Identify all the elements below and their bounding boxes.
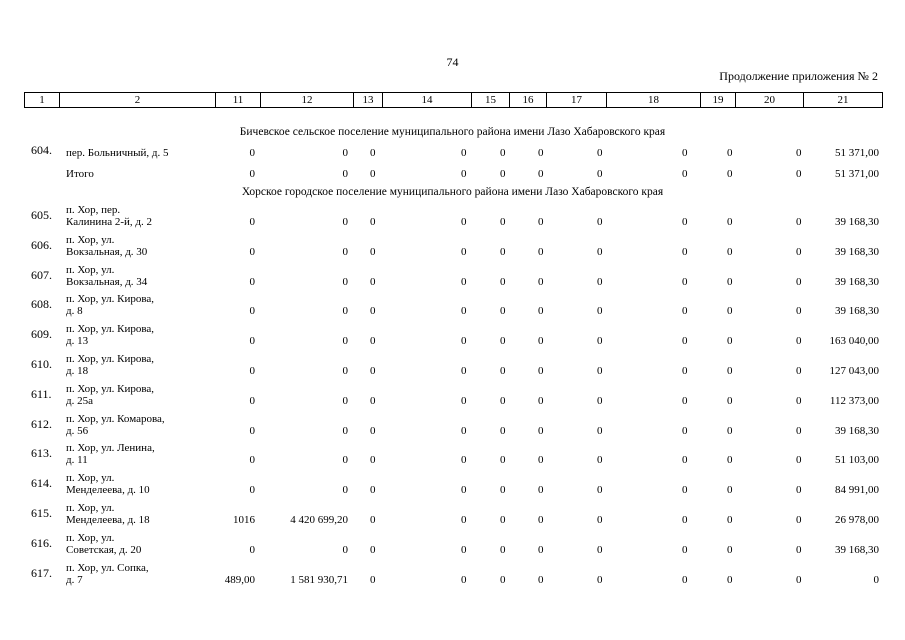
cell-col-21: 51 371,00	[835, 168, 879, 180]
row-address-line-2: Вокзальная, д. 34	[66, 276, 148, 288]
cell-col-20: 0	[796, 395, 802, 407]
cell-col-19: 0	[727, 514, 733, 526]
cell-col-15: 0	[500, 395, 506, 407]
row-address-line-1: п. Хор, ул.	[66, 264, 115, 276]
cell-col-19: 0	[727, 147, 733, 159]
cell-col-17: 0	[597, 454, 603, 466]
cell-col-16: 0	[538, 454, 544, 466]
row-address-line-2: Менделеева, д. 10	[66, 484, 150, 496]
cell-col-13: 0	[370, 395, 376, 407]
row-address-line-2: д. 13	[66, 335, 89, 347]
cell-col-14: 0	[461, 147, 467, 159]
cell-col-16: 0	[538, 305, 544, 317]
cell-col-12: 0	[342, 276, 348, 288]
cell-col-21: 0	[873, 574, 879, 586]
row-address-line-2: д. 18	[66, 365, 89, 377]
cell-col-16: 0	[538, 365, 544, 377]
header-col-19: 19	[701, 93, 736, 108]
cell-col-14: 0	[461, 305, 467, 317]
row-address-line-2: Калинина 2-й, д. 2	[66, 216, 152, 228]
cell-col-13: 0	[370, 276, 376, 288]
row-number: 617.	[31, 566, 52, 580]
cell-col-15: 0	[500, 454, 506, 466]
cell-col-21: 51 103,00	[835, 454, 879, 466]
row-number: 606.	[31, 238, 52, 252]
cell-col-19: 0	[727, 216, 733, 228]
cell-col-21: 51 371,00	[835, 147, 879, 159]
header-col-18: 18	[607, 93, 701, 108]
cell-col-12: 1 581 930,71	[290, 574, 348, 586]
cell-col-21: 39 168,30	[835, 276, 879, 288]
cell-col-11: 0	[249, 147, 255, 159]
cell-col-18: 0	[682, 514, 688, 526]
cell-col-21: 39 168,30	[835, 305, 879, 317]
cell-col-16: 0	[538, 425, 544, 437]
cell-col-20: 0	[796, 514, 802, 526]
row-address: Итого	[66, 168, 94, 180]
cell-col-20: 0	[796, 276, 802, 288]
cell-col-14: 0	[461, 276, 467, 288]
cell-col-13: 0	[370, 246, 376, 258]
row-address-line-1: п. Хор, ул. Кирова,	[66, 353, 155, 365]
cell-col-15: 0	[500, 514, 506, 526]
row-number: 613.	[31, 446, 52, 460]
cell-col-17: 0	[597, 147, 603, 159]
header-col-12: 12	[261, 93, 354, 108]
cell-col-16: 0	[538, 147, 544, 159]
cell-col-15: 0	[500, 484, 506, 496]
cell-col-15: 0	[500, 147, 506, 159]
cell-col-15: 0	[500, 246, 506, 258]
cell-col-20: 0	[796, 216, 802, 228]
cell-col-17: 0	[597, 365, 603, 377]
cell-col-12: 0	[342, 246, 348, 258]
cell-col-19: 0	[727, 484, 733, 496]
cell-col-14: 0	[461, 514, 467, 526]
cell-col-14: 0	[461, 454, 467, 466]
row-number: 607.	[31, 268, 52, 282]
cell-col-19: 0	[727, 544, 733, 556]
cell-col-16: 0	[538, 395, 544, 407]
cell-col-14: 0	[461, 335, 467, 347]
cell-col-11: 0	[249, 216, 255, 228]
cell-col-18: 0	[682, 147, 688, 159]
cell-col-17: 0	[597, 544, 603, 556]
cell-col-19: 0	[727, 365, 733, 377]
cell-col-11: 0	[249, 276, 255, 288]
cell-col-18: 0	[682, 246, 688, 258]
cell-col-12: 0	[342, 544, 348, 556]
cell-col-16: 0	[538, 484, 544, 496]
header-col-13: 13	[354, 93, 383, 108]
cell-col-19: 0	[727, 246, 733, 258]
cell-col-21: 39 168,30	[835, 216, 879, 228]
cell-col-21: 39 168,30	[835, 544, 879, 556]
row-address-line-2: д. 7	[66, 574, 83, 586]
row-address-line-2: д. 56	[66, 425, 89, 437]
cell-col-11: 0	[249, 246, 255, 258]
cell-col-11: 0	[249, 305, 255, 317]
row-number: 612.	[31, 417, 52, 431]
cell-col-15: 0	[500, 544, 506, 556]
cell-col-21: 39 168,30	[835, 246, 879, 258]
cell-col-18: 0	[682, 425, 688, 437]
header-col-17: 17	[547, 93, 607, 108]
cell-col-16: 0	[538, 276, 544, 288]
cell-col-19: 0	[727, 276, 733, 288]
cell-col-15: 0	[500, 425, 506, 437]
section-title-bichevskoe: Бичевское сельское поселение муниципального района имени Лазо Хабаровского края	[239, 126, 666, 138]
cell-col-16: 0	[538, 335, 544, 347]
cell-col-14: 0	[461, 544, 467, 556]
cell-col-19: 0	[727, 574, 733, 586]
cell-col-18: 0	[682, 216, 688, 228]
cell-col-13: 0	[370, 216, 376, 228]
cell-col-18: 0	[682, 276, 688, 288]
row-number: 610.	[31, 357, 52, 371]
cell-col-14: 0	[461, 574, 467, 586]
row-address-line-2: д. 25а	[66, 395, 93, 407]
cell-col-11: 0	[249, 454, 255, 466]
cell-col-17: 0	[597, 574, 603, 586]
cell-col-20: 0	[796, 454, 802, 466]
cell-col-16: 0	[538, 168, 544, 180]
cell-col-20: 0	[796, 484, 802, 496]
cell-col-14: 0	[461, 425, 467, 437]
cell-col-17: 0	[597, 395, 603, 407]
cell-col-16: 0	[538, 216, 544, 228]
cell-col-13: 0	[370, 454, 376, 466]
cell-col-20: 0	[796, 147, 802, 159]
cell-col-19: 0	[727, 454, 733, 466]
cell-col-18: 0	[682, 305, 688, 317]
row-address-line-1: п. Хор, пер.	[66, 204, 121, 216]
page-number: 74	[446, 55, 459, 69]
cell-col-18: 0	[682, 574, 688, 586]
cell-col-16: 0	[538, 574, 544, 586]
cell-col-11: 0	[249, 425, 255, 437]
cell-col-11: 0	[249, 484, 255, 496]
cell-col-13: 0	[370, 305, 376, 317]
cell-col-12: 0	[342, 305, 348, 317]
cell-col-15: 0	[500, 216, 506, 228]
cell-col-19: 0	[727, 305, 733, 317]
cell-col-21: 39 168,30	[835, 425, 879, 437]
row-address-line-1: п. Хор, ул. Кирова,	[66, 293, 155, 305]
row-address-line-1: п. Хор, ул. Кирова,	[66, 383, 155, 395]
cell-col-19: 0	[727, 395, 733, 407]
cell-col-14: 0	[461, 246, 467, 258]
continuation-label: Продолжение приложения № 2	[719, 69, 878, 83]
cell-col-11: 0	[249, 395, 255, 407]
row-number: 615.	[31, 506, 52, 520]
cell-col-15: 0	[500, 574, 506, 586]
row-number: 616.	[31, 536, 52, 550]
cell-col-20: 0	[796, 246, 802, 258]
cell-col-15: 0	[500, 305, 506, 317]
cell-col-14: 0	[461, 216, 467, 228]
header-table	[24, 92, 883, 108]
cell-col-13: 0	[370, 147, 376, 159]
cell-col-12: 0	[342, 216, 348, 228]
cell-col-15: 0	[500, 276, 506, 288]
cell-col-12: 0	[342, 365, 348, 377]
row-address-line-1: п. Хор, ул.	[66, 472, 115, 484]
cell-col-21: 112 373,00	[829, 395, 879, 407]
row-address-line-2: д. 11	[66, 454, 88, 466]
cell-col-16: 0	[538, 514, 544, 526]
cell-col-17: 0	[597, 216, 603, 228]
row-address: пер. Больничный, д. 5	[66, 147, 169, 159]
row-address-line-1: п. Хор, ул.	[66, 502, 115, 514]
cell-col-12: 0	[342, 335, 348, 347]
row-address-line-2: д. 8	[66, 305, 83, 317]
cell-col-20: 0	[796, 365, 802, 377]
row-address-line-1: п. Хор, ул. Ленина,	[66, 442, 155, 454]
row-address-line-1: п. Хор, ул. Сопка,	[66, 562, 149, 574]
cell-col-20: 0	[796, 168, 802, 180]
cell-col-11: 0	[249, 365, 255, 377]
section-title-khorskoe: Хорское городское поселение муниципального района имени Лазо Хабаровского края	[241, 186, 664, 198]
cell-col-20: 0	[796, 335, 802, 347]
cell-col-17: 0	[597, 305, 603, 317]
cell-col-13: 0	[370, 168, 376, 180]
cell-col-18: 0	[682, 365, 688, 377]
cell-col-15: 0	[500, 365, 506, 377]
cell-col-13: 0	[370, 544, 376, 556]
cell-col-13: 0	[370, 335, 376, 347]
cell-col-17: 0	[597, 335, 603, 347]
cell-col-11: 0	[249, 544, 255, 556]
row-address-line-1: п. Хор, ул. Комарова,	[66, 413, 165, 425]
cell-col-13: 0	[370, 484, 376, 496]
cell-col-12: 4 420 699,20	[290, 514, 348, 526]
header-col-2: 2	[60, 93, 216, 108]
row-address-line-2: Советская, д. 20	[66, 544, 142, 556]
cell-col-14: 0	[461, 365, 467, 377]
cell-col-11: 0	[249, 335, 255, 347]
cell-col-17: 0	[597, 276, 603, 288]
cell-col-20: 0	[796, 305, 802, 317]
cell-col-13: 0	[370, 574, 376, 586]
cell-col-18: 0	[682, 454, 688, 466]
cell-col-21: 163 040,00	[829, 335, 879, 347]
cell-col-17: 0	[597, 425, 603, 437]
cell-col-18: 0	[682, 335, 688, 347]
row-number: 614.	[31, 476, 52, 490]
cell-col-15: 0	[500, 335, 506, 347]
cell-col-18: 0	[682, 395, 688, 407]
cell-col-17: 0	[597, 484, 603, 496]
cell-col-12: 0	[342, 395, 348, 407]
cell-col-17: 0	[597, 168, 603, 180]
cell-col-21: 84 991,00	[835, 484, 879, 496]
cell-col-16: 0	[538, 544, 544, 556]
row-number: 605.	[31, 208, 52, 222]
cell-col-20: 0	[796, 544, 802, 556]
cell-col-21: 127 043,00	[829, 365, 879, 377]
cell-col-18: 0	[682, 168, 688, 180]
cell-col-12: 0	[342, 425, 348, 437]
row-address-line-2: Вокзальная, д. 30	[66, 246, 148, 258]
row-address-line-1: п. Хор, ул. Кирова,	[66, 323, 155, 335]
cell-col-19: 0	[727, 168, 733, 180]
row-number: 611.	[31, 387, 52, 401]
cell-col-18: 0	[682, 544, 688, 556]
cell-col-18: 0	[682, 484, 688, 496]
row-number: 609.	[31, 327, 52, 341]
cell-col-14: 0	[461, 484, 467, 496]
header-col-21: 21	[804, 93, 883, 108]
header-col-11: 11	[216, 93, 261, 108]
cell-col-13: 0	[370, 425, 376, 437]
cell-col-20: 0	[796, 425, 802, 437]
cell-col-12: 0	[342, 484, 348, 496]
cell-col-17: 0	[597, 246, 603, 258]
cell-col-20: 0	[796, 574, 802, 586]
cell-col-17: 0	[597, 514, 603, 526]
cell-col-14: 0	[461, 395, 467, 407]
cell-col-19: 0	[727, 335, 733, 347]
cell-col-11: 489,00	[224, 574, 255, 586]
cell-col-12: 0	[342, 168, 348, 180]
row-number: 608.	[31, 297, 52, 311]
row-address-line-2: Менделеева, д. 18	[66, 514, 150, 526]
cell-col-11: 1016	[233, 514, 255, 526]
cell-col-13: 0	[370, 514, 376, 526]
cell-col-19: 0	[727, 425, 733, 437]
cell-col-12: 0	[342, 454, 348, 466]
cell-col-15: 0	[500, 168, 506, 180]
header-row	[25, 93, 883, 108]
row-number: 604.	[31, 143, 52, 157]
cell-col-14: 0	[461, 168, 467, 180]
header-col-14: 14	[383, 93, 472, 108]
header-col-20: 20	[736, 93, 804, 108]
cell-col-21: 26 978,00	[835, 514, 879, 526]
cell-col-11: 0	[249, 168, 255, 180]
cell-col-13: 0	[370, 365, 376, 377]
cell-col-12: 0	[342, 147, 348, 159]
row-address-line-1: п. Хор, ул.	[66, 234, 115, 246]
header-col-15: 15	[472, 93, 510, 108]
header-col-16: 16	[510, 93, 547, 108]
row-address-line-1: п. Хор, ул.	[66, 532, 115, 544]
cell-col-16: 0	[538, 246, 544, 258]
header-col-1: 1	[25, 93, 60, 108]
